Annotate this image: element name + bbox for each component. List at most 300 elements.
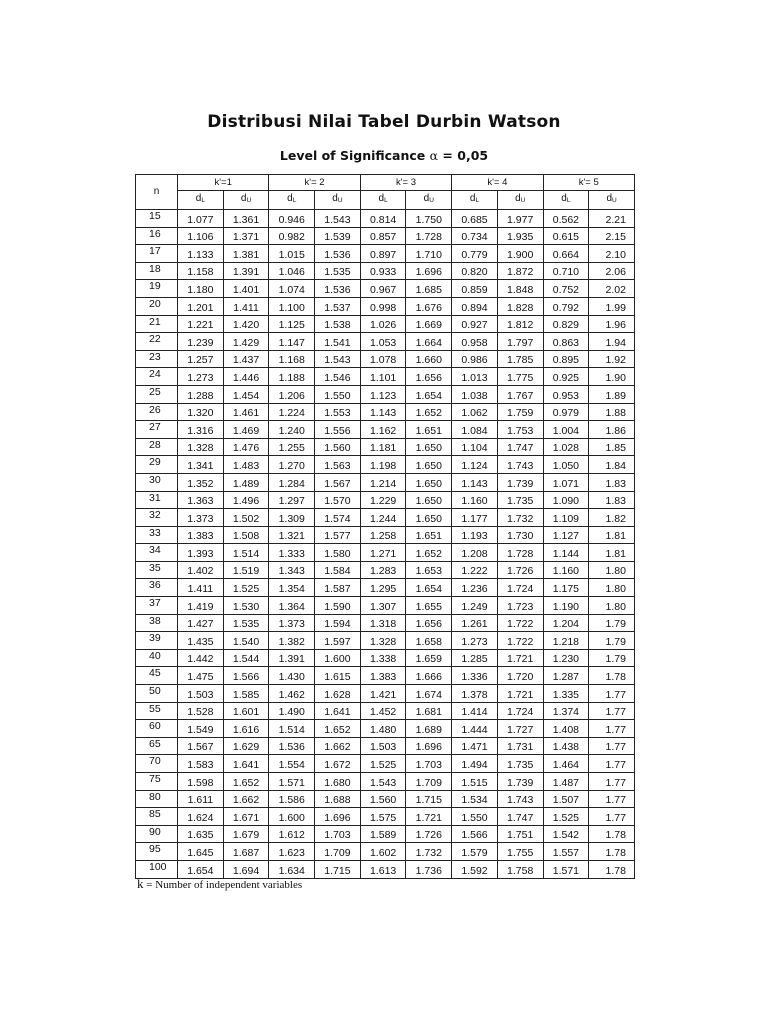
dl-header	[543, 191, 589, 210]
dl-subscript: L	[201, 197, 205, 204]
dl-cell: 1.378	[452, 685, 498, 703]
du-cell: 1.660	[406, 350, 452, 368]
dl-cell: 1.363	[178, 491, 224, 509]
du-cell: 1.361	[223, 210, 269, 228]
dl-cell: 1.230	[543, 649, 589, 667]
n-column-header: n	[136, 175, 178, 210]
dl-cell: 1.586	[269, 790, 315, 808]
dl-cell: 1.244	[360, 509, 406, 527]
table-row	[136, 350, 635, 368]
table-row	[136, 438, 635, 456]
du-cell: 1.775	[497, 368, 543, 386]
dl-subscript: L	[292, 197, 297, 204]
table-row	[136, 649, 635, 667]
du-cell: 1.78	[589, 860, 635, 878]
dl-header	[178, 191, 224, 210]
table-row	[136, 561, 635, 579]
dl-cell: 1.175	[543, 579, 589, 597]
dl-cell: 1.430	[269, 667, 315, 685]
dl-cell: 1.062	[452, 403, 498, 421]
du-cell: 1.550	[315, 385, 361, 403]
dl-cell: 1.452	[360, 702, 406, 720]
du-cell: 1.709	[406, 773, 452, 791]
du-cell: 1.469	[223, 421, 269, 439]
dl-cell: 1.287	[543, 667, 589, 685]
du-cell: 1.694	[223, 860, 269, 878]
footnote	[137, 876, 302, 892]
dl-cell: 0.615	[543, 227, 589, 245]
dl-cell: 1.284	[269, 473, 315, 491]
dl-cell: 1.514	[269, 720, 315, 738]
du-cell: 1.724	[497, 702, 543, 720]
du-cell: 1.703	[315, 825, 361, 843]
table-row	[136, 526, 635, 544]
dl-cell: 1.383	[178, 526, 224, 544]
du-cell: 1.429	[223, 333, 269, 351]
dl-cell: 1.160	[452, 491, 498, 509]
table-row	[136, 773, 635, 791]
n-cell: 80	[136, 790, 178, 808]
du-cell: 1.574	[315, 509, 361, 527]
du-cell: 1.540	[223, 632, 269, 650]
dl-cell: 1.335	[543, 685, 589, 703]
du-cell: 1.77	[589, 808, 635, 826]
dl-cell: 1.201	[178, 297, 224, 315]
table-row	[136, 473, 635, 491]
du-cell: 1.687	[223, 843, 269, 861]
dl-cell: 1.028	[543, 438, 589, 456]
du-cell: 1.721	[497, 685, 543, 703]
du-symbol: d	[515, 193, 521, 204]
du-cell: 1.736	[406, 860, 452, 878]
du-cell: 1.461	[223, 403, 269, 421]
du-cell: 1.728	[406, 227, 452, 245]
dl-cell: 1.623	[269, 843, 315, 861]
du-cell: 1.650	[406, 456, 452, 474]
du-cell: 1.652	[406, 544, 452, 562]
dl-cell: 0.979	[543, 403, 589, 421]
dl-cell: 1.411	[178, 579, 224, 597]
table-row	[136, 825, 635, 843]
dl-cell: 0.820	[452, 262, 498, 280]
table-row	[136, 210, 635, 228]
du-cell: 1.747	[497, 438, 543, 456]
dl-cell: 0.894	[452, 297, 498, 315]
du-cell: 1.727	[497, 720, 543, 738]
dl-cell: 1.480	[360, 720, 406, 738]
dl-cell: 1.612	[269, 825, 315, 843]
n-cell: 39	[136, 632, 178, 650]
dl-cell: 1.579	[452, 843, 498, 861]
dl-cell: 1.104	[452, 438, 498, 456]
du-cell: 1.496	[223, 491, 269, 509]
n-cell: 100	[136, 860, 178, 878]
dl-cell: 1.101	[360, 368, 406, 386]
dl-cell: 1.123	[360, 385, 406, 403]
dl-cell: 0.863	[543, 333, 589, 351]
dl-cell: 1.229	[360, 491, 406, 509]
subtitle-suffix: = 0,05	[438, 148, 489, 163]
du-cell: 1.666	[406, 667, 452, 685]
dl-cell: 0.986	[452, 350, 498, 368]
table-row	[136, 227, 635, 245]
dl-cell: 1.309	[269, 509, 315, 527]
du-cell: 1.641	[223, 755, 269, 773]
n-cell: 50	[136, 685, 178, 703]
dl-symbol: d	[287, 193, 293, 204]
du-cell: 1.78	[589, 843, 635, 861]
du-cell: 1.722	[497, 632, 543, 650]
dl-cell: 1.542	[543, 825, 589, 843]
dl-cell: 1.528	[178, 702, 224, 720]
dl-cell: 1.571	[543, 860, 589, 878]
dl-cell: 1.554	[269, 755, 315, 773]
du-cell: 1.83	[589, 473, 635, 491]
du-symbol: d	[606, 193, 613, 204]
n-cell: 37	[136, 597, 178, 615]
dl-symbol: d	[378, 193, 385, 204]
n-cell: 38	[136, 614, 178, 632]
du-cell: 1.676	[406, 297, 452, 315]
dl-cell: 1.295	[360, 579, 406, 597]
du-cell: 1.674	[406, 685, 452, 703]
du-cell: 1.681	[406, 702, 452, 720]
du-cell: 1.92	[589, 350, 635, 368]
dl-cell: 0.946	[269, 210, 315, 228]
dl-cell: 1.162	[360, 421, 406, 439]
dl-cell: 0.925	[543, 368, 589, 386]
du-cell: 1.759	[497, 403, 543, 421]
table-row	[136, 808, 635, 826]
dl-cell: 0.710	[543, 262, 589, 280]
dl-cell: 0.967	[360, 280, 406, 298]
dl-cell: 1.589	[360, 825, 406, 843]
du-cell: 1.82	[589, 509, 635, 527]
du-cell: 1.848	[497, 280, 543, 298]
dl-cell: 1.475	[178, 667, 224, 685]
dl-cell: 1.168	[269, 350, 315, 368]
dl-cell: 1.382	[269, 632, 315, 650]
du-cell: 1.79	[589, 632, 635, 650]
du-cell: 1.651	[406, 421, 452, 439]
n-cell: 40	[136, 649, 178, 667]
du-cell: 1.543	[315, 350, 361, 368]
dl-cell: 0.685	[452, 210, 498, 228]
du-cell: 2.06	[589, 262, 635, 280]
n-cell: 32	[136, 509, 178, 527]
du-cell: 1.659	[406, 649, 452, 667]
du-cell: 1.84	[589, 456, 635, 474]
du-cell: 1.723	[497, 597, 543, 615]
du-cell: 1.543	[315, 210, 361, 228]
du-cell: 1.570	[315, 491, 361, 509]
du-cell: 1.90	[589, 368, 635, 386]
dl-cell: 1.013	[452, 368, 498, 386]
dl-cell: 1.373	[178, 509, 224, 527]
table-row	[136, 720, 635, 738]
n-cell: 19	[136, 280, 178, 298]
du-cell: 1.679	[223, 825, 269, 843]
table-row	[136, 280, 635, 298]
du-cell: 1.731	[497, 737, 543, 755]
du-cell: 1.78	[589, 667, 635, 685]
du-cell: 1.483	[223, 456, 269, 474]
dl-cell: 1.391	[269, 649, 315, 667]
du-cell: 1.77	[589, 720, 635, 738]
du-cell: 1.81	[589, 544, 635, 562]
du-cell: 1.537	[315, 297, 361, 315]
table-row	[136, 509, 635, 527]
dl-cell: 1.218	[543, 632, 589, 650]
dl-cell: 1.341	[178, 456, 224, 474]
dl-cell: 1.147	[269, 333, 315, 351]
dl-cell: 1.198	[360, 456, 406, 474]
dl-cell: 1.124	[452, 456, 498, 474]
n-cell: 27	[136, 421, 178, 439]
dl-cell: 1.525	[543, 808, 589, 826]
du-cell: 1.664	[406, 333, 452, 351]
dl-cell: 0.927	[452, 315, 498, 333]
du-cell: 1.785	[497, 350, 543, 368]
dl-cell: 1.180	[178, 280, 224, 298]
du-cell: 1.85	[589, 438, 635, 456]
dl-cell: 1.494	[452, 755, 498, 773]
du-cell: 1.641	[315, 702, 361, 720]
dl-cell: 0.829	[543, 315, 589, 333]
dl-cell: 1.462	[269, 685, 315, 703]
du-cell: 1.735	[497, 755, 543, 773]
dl-cell: 1.442	[178, 649, 224, 667]
dl-header	[269, 191, 315, 210]
dl-subscript: L	[566, 197, 571, 204]
du-cell: 1.628	[315, 685, 361, 703]
du-cell: 1.83	[589, 491, 635, 509]
du-cell: 1.530	[223, 597, 269, 615]
du-cell: 1.650	[406, 491, 452, 509]
du-cell: 1.519	[223, 561, 269, 579]
n-cell: 22	[136, 333, 178, 351]
du-cell: 1.900	[497, 245, 543, 263]
dl-symbol: d	[469, 193, 476, 204]
du-subscript: U	[337, 197, 343, 204]
du-cell: 1.489	[223, 473, 269, 491]
dl-cell: 1.307	[360, 597, 406, 615]
dl-cell: 1.328	[360, 632, 406, 650]
dl-cell: 1.557	[543, 843, 589, 861]
du-cell: 1.935	[497, 227, 543, 245]
dl-cell: 1.338	[360, 649, 406, 667]
du-cell: 1.650	[406, 509, 452, 527]
dl-cell: 1.645	[178, 843, 224, 861]
du-cell: 1.650	[406, 473, 452, 491]
du-cell: 1.669	[406, 315, 452, 333]
dl-cell: 1.438	[543, 737, 589, 755]
n-cell: 21	[136, 315, 178, 333]
dl-cell: 1.536	[269, 737, 315, 755]
dl-cell: 1.402	[178, 561, 224, 579]
table-row	[136, 368, 635, 386]
du-cell: 1.77	[589, 790, 635, 808]
dl-cell: 1.352	[178, 473, 224, 491]
dl-cell: 1.143	[452, 473, 498, 491]
dl-cell: 1.525	[360, 755, 406, 773]
n-cell: 55	[136, 702, 178, 720]
dl-cell: 1.271	[360, 544, 406, 562]
du-cell: 1.652	[406, 403, 452, 421]
k2-header: k'= 2	[269, 175, 360, 191]
du-cell: 1.556	[315, 421, 361, 439]
dl-cell: 1.490	[269, 702, 315, 720]
du-cell: 1.726	[497, 561, 543, 579]
dl-cell: 1.109	[543, 509, 589, 527]
dl-cell: 1.257	[178, 350, 224, 368]
n-cell: 15	[136, 210, 178, 228]
du-cell: 1.600	[315, 649, 361, 667]
du-cell: 1.601	[223, 702, 269, 720]
du-cell: 1.696	[406, 262, 452, 280]
du-cell: 1.94	[589, 333, 635, 351]
du-cell: 1.747	[497, 808, 543, 826]
du-subscript: U	[612, 197, 617, 204]
dl-cell: 1.321	[269, 526, 315, 544]
dl-cell: 1.487	[543, 773, 589, 791]
du-cell: 1.732	[497, 509, 543, 527]
dl-cell: 1.343	[269, 561, 315, 579]
dl-cell: 1.046	[269, 262, 315, 280]
du-cell: 1.446	[223, 368, 269, 386]
n-cell: 29	[136, 456, 178, 474]
n-cell: 75	[136, 773, 178, 791]
dl-cell: 1.515	[452, 773, 498, 791]
table-row	[136, 544, 635, 562]
dl-cell: 1.143	[360, 403, 406, 421]
du-cell: 1.553	[315, 403, 361, 421]
dl-cell: 0.664	[543, 245, 589, 263]
du-cell: 1.381	[223, 245, 269, 263]
du-cell: 1.720	[497, 667, 543, 685]
dl-cell: 1.549	[178, 720, 224, 738]
dl-cell: 1.634	[269, 860, 315, 878]
du-cell: 1.662	[223, 790, 269, 808]
dl-cell: 1.270	[269, 456, 315, 474]
du-cell: 1.391	[223, 262, 269, 280]
du-cell: 1.77	[589, 702, 635, 720]
k-symbol: k	[137, 876, 144, 891]
du-cell: 1.671	[223, 808, 269, 826]
du-cell: 1.536	[315, 245, 361, 263]
du-cell: 1.587	[315, 579, 361, 597]
du-cell: 1.743	[497, 456, 543, 474]
du-cell: 1.77	[589, 737, 635, 755]
dl-cell: 0.897	[360, 245, 406, 263]
du-cell: 2.21	[589, 210, 635, 228]
du-cell: 1.539	[315, 227, 361, 245]
n-cell: 23	[136, 350, 178, 368]
du-cell: 1.437	[223, 350, 269, 368]
n-cell: 36	[136, 579, 178, 597]
dl-cell: 1.273	[178, 368, 224, 386]
table-row	[136, 456, 635, 474]
dl-cell: 1.336	[452, 667, 498, 685]
k-header-row	[136, 175, 635, 191]
du-cell: 1.653	[406, 561, 452, 579]
dl-cell: 1.464	[543, 755, 589, 773]
du-cell: 1.828	[497, 297, 543, 315]
n-cell: 70	[136, 755, 178, 773]
dl-cell: 1.503	[360, 737, 406, 755]
n-cell: 90	[136, 825, 178, 843]
du-cell: 1.685	[406, 280, 452, 298]
dl-cell: 1.414	[452, 702, 498, 720]
dl-cell: 1.224	[269, 403, 315, 421]
dl-cell: 1.354	[269, 579, 315, 597]
table-row	[136, 702, 635, 720]
du-cell: 2.15	[589, 227, 635, 245]
n-cell: 33	[136, 526, 178, 544]
du-cell: 1.79	[589, 649, 635, 667]
page-title: Distribusi Nilai Tabel Durbin Watson	[207, 112, 561, 132]
du-cell: 1.672	[315, 755, 361, 773]
dl-cell: 1.435	[178, 632, 224, 650]
table-body	[136, 210, 635, 879]
table-row	[136, 403, 635, 421]
dl-cell: 1.206	[269, 385, 315, 403]
du-cell: 1.536	[315, 280, 361, 298]
dl-cell: 1.624	[178, 808, 224, 826]
dl-cell: 1.507	[543, 790, 589, 808]
du-cell: 1.514	[223, 544, 269, 562]
n-cell: 17	[136, 245, 178, 263]
du-cell: 1.590	[315, 597, 361, 615]
dl-cell: 1.084	[452, 421, 498, 439]
du-subscript: U	[246, 197, 252, 204]
du-cell: 1.724	[497, 579, 543, 597]
alpha-symbol: α	[429, 148, 439, 163]
dl-cell: 1.600	[269, 808, 315, 826]
dl-cell: 1.503	[178, 685, 224, 703]
dl-cell: 1.575	[360, 808, 406, 826]
du-cell: 1.566	[223, 667, 269, 685]
dl-cell: 1.125	[269, 315, 315, 333]
dl-cell: 1.240	[269, 421, 315, 439]
du-cell: 1.739	[497, 773, 543, 791]
table-row	[136, 421, 635, 439]
du-cell: 1.88	[589, 403, 635, 421]
dl-header	[452, 191, 498, 210]
dl-cell: 1.383	[360, 667, 406, 685]
du-cell: 1.541	[315, 333, 361, 351]
du-cell: 1.502	[223, 509, 269, 527]
dl-cell: 0.933	[360, 262, 406, 280]
dl-cell: 1.026	[360, 315, 406, 333]
dl-cell: 1.188	[269, 368, 315, 386]
du-cell: 1.688	[315, 790, 361, 808]
k5-header: k'= 5	[543, 175, 634, 191]
du-cell: 1.80	[589, 579, 635, 597]
du-cell: 1.411	[223, 297, 269, 315]
n-cell: 34	[136, 544, 178, 562]
du-cell: 1.680	[315, 773, 361, 791]
du-cell: 1.99	[589, 297, 635, 315]
dl-cell: 1.635	[178, 825, 224, 843]
dl-cell: 1.318	[360, 614, 406, 632]
du-cell: 1.652	[315, 720, 361, 738]
dl-cell: 0.982	[269, 227, 315, 245]
dl-cell: 1.534	[452, 790, 498, 808]
du-cell: 1.728	[497, 544, 543, 562]
k3-header: k'= 3	[360, 175, 451, 191]
dl-cell: 1.181	[360, 438, 406, 456]
